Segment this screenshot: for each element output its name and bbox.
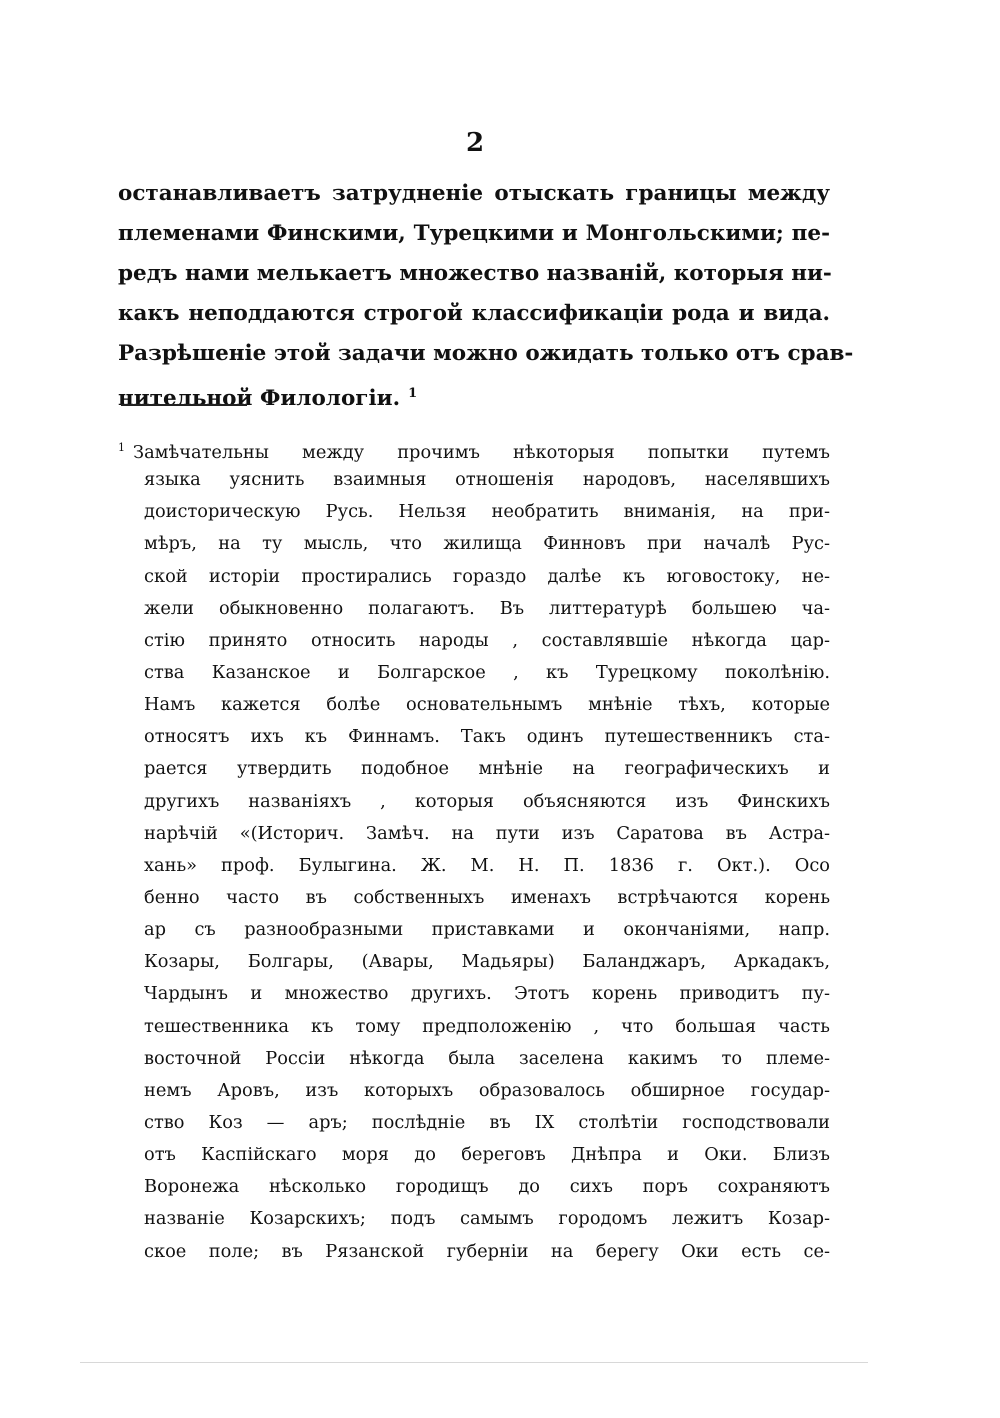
footnote-line-first — [118, 432, 830, 464]
footnote-line: хань» проф. Булыгина. Ж. М. Н. П. 1836 г. Окт.). Осо — [144, 854, 830, 876]
footnote-line: относятъ ихъ къ Финнамъ. Такъ одинъ путешественникъ ста- — [144, 726, 830, 748]
footnote-line: тешественника къ тому предположенію , что большая часть — [144, 1015, 830, 1037]
footnote-line: доисторическую Русь. Нельзя необратить вниманія, на при- — [144, 501, 830, 523]
footnote-line: отъ Каспійскаго моря до береговъ Днѣпра и Оки. Близъ — [144, 1144, 830, 1166]
main-text-line: останавливаетъ затрудненіе отыскать границы между — [118, 181, 830, 206]
footnote-line: стію принято относить народы , составлявшіе нѣкогда цар- — [144, 629, 830, 651]
footnote-reference: 1 — [408, 386, 418, 401]
footnote-line: бенно часто въ собственныхъ именахъ встрѣчаются корень — [144, 886, 830, 908]
main-text-line: редъ нами мелькаетъ множество названій, которыя ни- — [118, 261, 832, 286]
footnote-line: Намъ кажется болѣе основательнымъ мнѣніе тѣхъ, которые — [144, 694, 830, 716]
footnote-line: немъ Аровъ, изъ которыхъ образовалось обширное государ- — [144, 1079, 830, 1101]
footnote-marker: 1 — [118, 441, 125, 454]
footnote-line: языка уяснить взаимныя отношенія народовъ, населявшихъ — [144, 469, 830, 491]
footnote-separator — [121, 404, 247, 406]
main-text-line: какъ неподдаются строгой классификаціи рода и вида. — [118, 301, 830, 326]
page-number: 2 — [465, 128, 485, 158]
footnote-line: ской исторіи простирались гораздо далѣе къ юговостоку, не- — [144, 565, 830, 587]
footnote-line: нарѣчій «(Историч. Замѣч. на пути изъ Саратова въ Астра- — [144, 822, 830, 844]
footnote-line: жели обыкновенно полагаютъ. Въ литтературѣ большею ча- — [144, 597, 830, 619]
footnote-line: Козары, Болгары, (Авары, Мадьяры) Баланджаръ, Аркадакъ, — [144, 951, 830, 973]
footnote-line: Чардынъ и множество другихъ. Этотъ корень приводитъ пу- — [144, 983, 830, 1005]
footnote-line: другихъ названіяхъ , которыя объясняются изъ Финскихъ — [144, 790, 830, 812]
main-text-line: племенами Финскими, Турецкими и Монгольскими; пе- — [118, 221, 830, 246]
main-text-line-last — [118, 374, 830, 414]
footnote-line: мѣръ, на ту мысль, что жилища Финновъ при началѣ Рус- — [144, 533, 830, 555]
footnote-line: названіе Козарскихъ; подъ самымъ городомъ лежитъ Козар- — [144, 1208, 830, 1230]
page-bottom-divider — [80, 1362, 868, 1363]
footnote-line: ство Коз — аръ; послѣдніе въ IX столѣтіи господствовали — [144, 1111, 830, 1133]
main-text-block — [118, 174, 854, 414]
footnote-line: Воронежа нѣсколько городищъ до сихъ поръ сохраняютъ — [144, 1176, 830, 1198]
footnote-line: восточной Россіи нѣкогда была заселена какимъ то племе- — [144, 1047, 830, 1069]
footnote-line: ар съ разнообразными приставками и окончаніями, напр. — [144, 919, 830, 941]
footnote-block — [118, 432, 830, 1268]
footnote-first-text: Замѣчательны между прочимъ нѣкоторыя попытки путемъ — [133, 441, 830, 463]
footnote-line: рается утвердить подобное мнѣніе на географическихъ и — [144, 758, 830, 780]
main-text-last-words: нительной Филологіи. — [118, 386, 401, 412]
footnote-line: ства Казанское и Болгарское , къ Турецкому поколѣнію. — [144, 661, 830, 683]
footnote-line: ское поле; въ Рязанской губерніи на берегу Оки есть се- — [144, 1240, 830, 1262]
main-text-line: Разрѣшеніе этой задачи можно ожидать только отъ срав- — [118, 341, 854, 366]
